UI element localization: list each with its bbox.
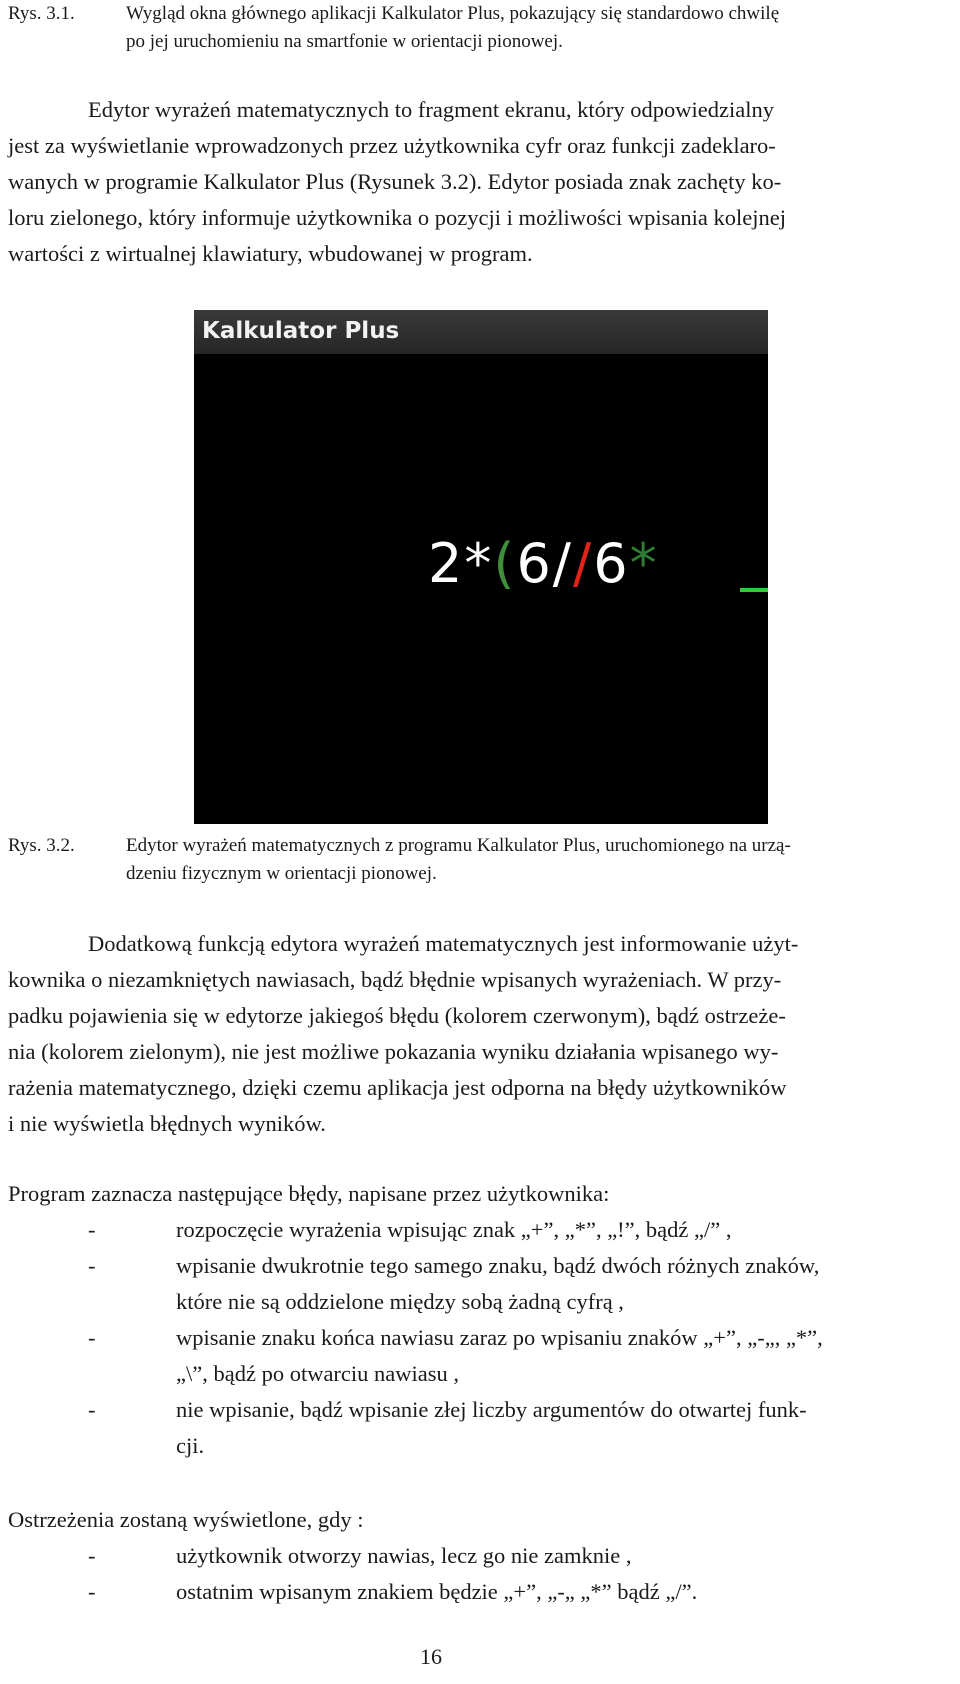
caption-text (126, 0, 926, 56)
expr-text: 6 (593, 532, 630, 595)
text-line: i nie wyświetla błędnych wyników. (8, 1111, 326, 1136)
caption-line: Edytor wyrażeń matematycznych z programu Kalkulator Plus, uruchomionego na urzą- (126, 835, 791, 856)
figure-caption-3-2 (0, 832, 960, 892)
expr-text: 2* (428, 532, 494, 595)
list-dash: - (88, 1217, 96, 1242)
list-item (8, 1392, 958, 1464)
prompt-cursor (740, 588, 768, 592)
text-line: Ostrzeżenia zostaną wyświetlone, gdy : (8, 1507, 364, 1532)
figure-phone-screenshot (194, 310, 768, 824)
paragraph-editor-intro (8, 92, 954, 272)
text-line: nia (kolorem zielonym), nie jest możliwe pokazania wyniku działania wpisanego wy- (8, 1039, 779, 1064)
text-line: Dodatkową funkcją edytora wyrażeń matematycznych jest informowanie użyt- (88, 931, 799, 956)
caption-line: dzeniu fizycznym w orientacji pionowej. (126, 863, 437, 884)
text-line: nie wpisanie, bądź wpisanie złej liczby argumentów do otwartej funk- (176, 1397, 807, 1422)
app-title-bar (194, 310, 768, 354)
expr-warning-star: * (629, 532, 659, 595)
text-line: kownika o niezamkniętych nawiasach, bądź błędnie wpisanych wyrażeniach. W przy- (8, 967, 782, 992)
text-line: rażenia matematycznego, dzięki czemu aplikacja jest odporna na błędy użytkowników (8, 1075, 787, 1100)
list-item (8, 1538, 958, 1574)
warnings-intro (8, 1502, 954, 1538)
caption-line: Wygląd okna głównego aplikacji Kalkulator Plus, pokazujący się standardowo chwilę (126, 3, 780, 24)
errors-intro (8, 1176, 954, 1212)
list-dash: - (88, 1325, 96, 1350)
text-line: padku pojawienia się w edytorze jakiegoś błędu (kolorem czerwonym), bądź ostrzeże- (8, 1003, 786, 1028)
text-line: jest za wyświetlanie wprowadzonych przez użytkownika cyfr oraz funkcji zadeklaro- (8, 133, 776, 158)
text-line: rozpoczęcie wyrażenia wpisując znak „+”, „*”, „!”, bądź „/” , (176, 1217, 732, 1242)
text-line: wpisanie dwukrotnie tego samego znaku, bądź dwóch różnych znaków, (176, 1253, 820, 1278)
text-line: Program zaznacza następujące błędy, napisane przez użytkownika: (8, 1181, 610, 1206)
list-item (8, 1574, 958, 1610)
caption-number: Rys. 3.2. (8, 835, 75, 856)
text-line: „\”, bądź po otwarciu nawiasu , (176, 1361, 460, 1386)
expr-text: 6/ (516, 532, 573, 595)
expression-editor (428, 532, 659, 595)
paragraph-editor-errors (8, 926, 954, 1142)
caption-text (126, 832, 926, 888)
caption-line: po jej uruchomieniu na smartfonie w orientacji pionowej. (126, 31, 563, 52)
text-line: użytkownik otworzy nawias, lecz go nie zamknie , (176, 1543, 632, 1568)
app-title: Kalkulator Plus (202, 318, 400, 344)
expr-error-slash: / (573, 532, 594, 595)
text-line: wpisanie znaku końca nawiasu zaraz po wpisaniu znaków „+”, „-„, „*”, (176, 1325, 823, 1350)
page-number: 16 (420, 1644, 442, 1669)
list-dash: - (88, 1397, 96, 1422)
text-line: wartości z wirtualnej klawiatury, wbudowanej w program. (8, 241, 533, 266)
list-dash: - (88, 1253, 96, 1278)
text-line: ostatnim wpisanym znakiem będzie „+”, „-„ „*” bądź „/”. (176, 1579, 698, 1604)
list-dash: - (88, 1579, 96, 1604)
text-line: wanych w programie Kalkulator Plus (Rysunek 3.2). Edytor posiada znak zachęty ko- (8, 169, 782, 194)
expr-open-paren-warning: ( (493, 532, 517, 595)
text-line: Edytor wyrażeń matematycznych to fragment ekranu, który odpowiedzialny (88, 97, 774, 122)
list-dash: - (88, 1543, 96, 1568)
text-line: które nie są oddzielone między sobą żadną cyfrą , (176, 1289, 624, 1314)
caption-number: Rys. 3.1. (8, 3, 75, 24)
list-item (8, 1248, 958, 1320)
list-item (8, 1212, 958, 1248)
text-line: cji. (176, 1433, 205, 1458)
text-line: loru zielonego, który informuje użytkownika o pozycji i możliwości wpisania kolejnej (8, 205, 786, 230)
figure-caption-3-1 (0, 0, 960, 60)
list-item (8, 1320, 958, 1392)
